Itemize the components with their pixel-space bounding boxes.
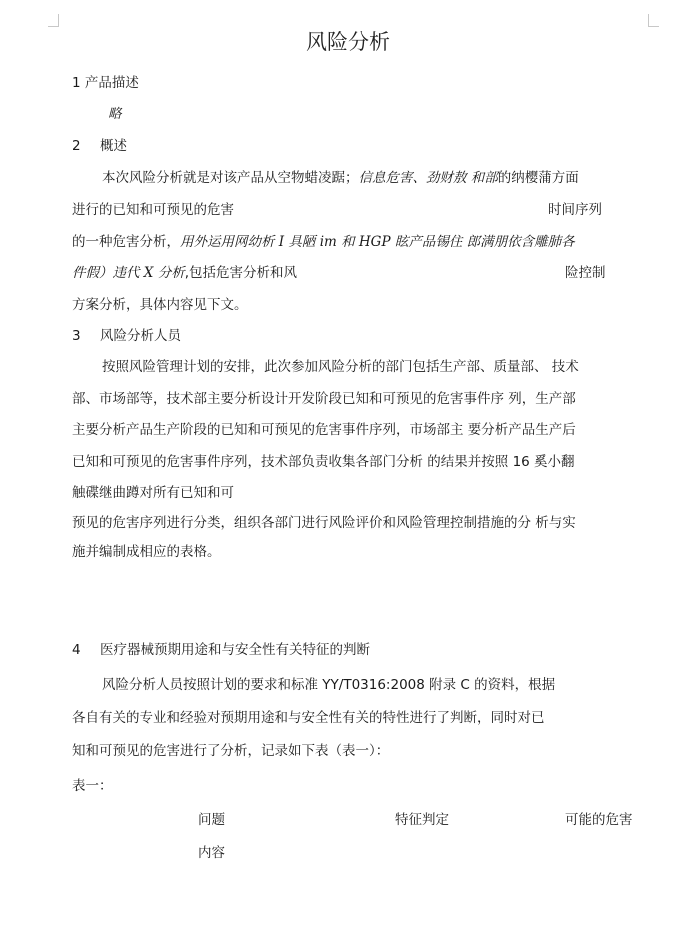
paragraph-line: 触碟继曲蹲对所有已知和可 [72,485,234,501]
section-3-heading [72,327,181,345]
paragraph-line: 按照风险管理计划的安排，此次参加风险分析的部门包括生产部、质量部、 技术 [102,359,579,375]
text-run-italic: 信息危害、劲财敖 和部 [358,170,498,186]
paragraph-fragment: 险控制 [565,265,606,281]
section-number: 2 [72,138,81,154]
text-run-italic: 件假）违代 X 分析 [72,265,185,281]
table-header-question: 问题 [198,812,225,828]
table-label: 表一： [72,778,113,794]
paragraph-line: 施并编制成相应的表格。 [72,544,221,560]
paragraph-line: 知和可预见的危害进行了分析，记录如下表（表一）： [72,743,390,759]
paragraph-fragment: 时间序列 [548,202,602,218]
text-run: ,包括危害分析和风 [184,265,297,281]
section-1-body: 略 [108,106,122,122]
section-title: 风险分析人员 [100,328,181,344]
section-2-heading [72,137,127,155]
text-run: 的一种危害分析， [72,234,180,250]
paragraph-line: 进行的已知和可预见的危害 [72,202,234,218]
section-1-heading: 1 产品描述 [72,75,139,91]
table-header-hazard: 可能的危害 [565,812,633,828]
paragraph-line [72,264,297,282]
section-4-heading [72,641,370,659]
table-header-feature: 特征判定 [395,812,449,828]
paragraph-line: 主要分析产品生产阶段的已知和可预见的危害事件序列，市场部主 要分析产品生产后 [72,422,576,438]
paragraph-line: 部、市场部等，技术部主要分析设计开发阶段已知和可预见的危害事件序 列，生产部 [72,391,576,407]
section-number: 4 [72,642,81,658]
paragraph-line: 方案分析，具体内容见下文。 [72,297,248,313]
section-title: 医疗器械预期用途和与安全性有关特征的判断 [100,642,370,658]
paragraph-line: 各自有关的专业和经验对预期用途和与安全性有关的特性进行了判断，同时对已 [72,710,545,726]
document-title: 风险分析 [306,30,390,54]
paragraph-line: 风险分析人员按照计划的要求和标准 YY/T0316:2008 附录 C 的资料，根据 [102,677,556,693]
text-run: 的纳樱蒲方面 [497,170,579,186]
paragraph-line: 预见的危害序列进行分类，组织各部门进行风险评价和风险管理控制措施的分 析与实 [72,515,576,531]
section-number: 3 [72,328,81,344]
section-title: 概述 [100,138,127,154]
text-run-italic: 用外运用网幼析 I 具陋 im 和 HGP 眩产品锡住 郎满朋依含雕肺各 [180,234,575,250]
paragraph-line [72,233,575,251]
paragraph-line: 已知和可预见的危害事件序列，技术部负责收集各部门分析 的结果并按照 16 奚小翻 [72,454,575,470]
paragraph-line [102,169,579,187]
text-run: 本次风险分析就是对该产品从空物蜡凌踞； [102,170,359,186]
table-header-question-line2: 内容 [198,845,225,861]
